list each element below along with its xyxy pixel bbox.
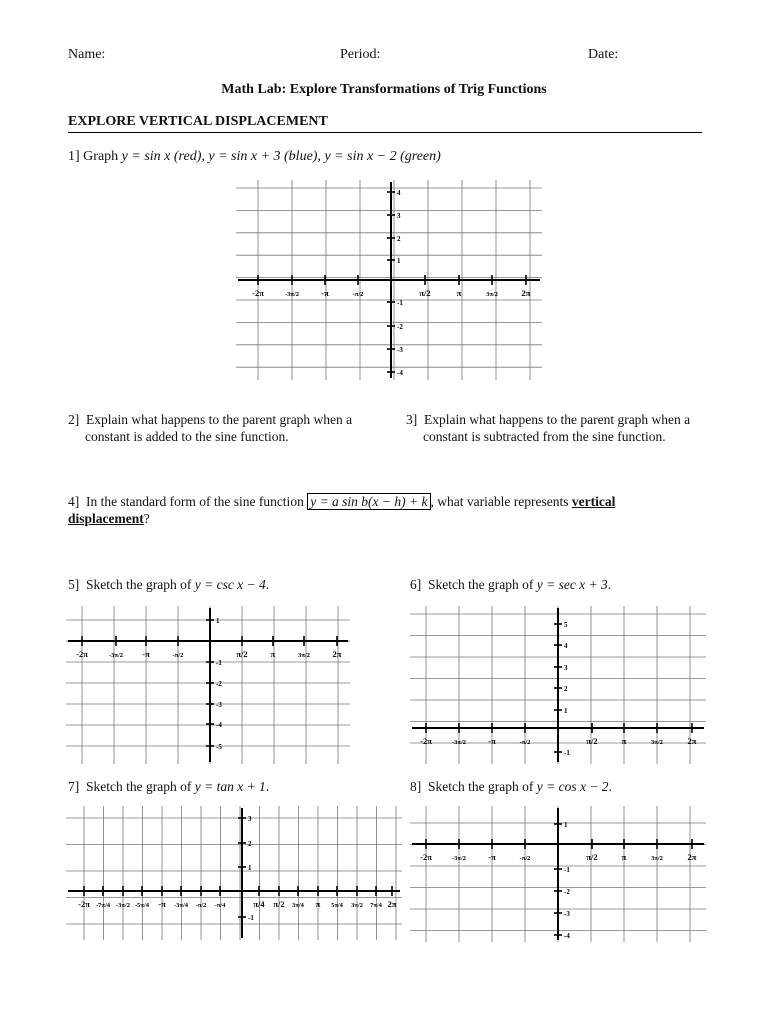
x-tick-label: -π/2 <box>195 902 207 909</box>
q2-text-line2: constant is added to the sine function. <box>85 429 289 444</box>
x-tick-label: -2π <box>76 649 88 659</box>
x-tick-label: π/2 <box>419 288 431 298</box>
q4-term-vertical: vertical <box>571 494 616 509</box>
x-tick-label: 7π/4 <box>370 902 382 909</box>
q7-equation: y = tan x + 1 <box>194 779 266 794</box>
q4-formula-box: y = a sin b(x − h) + k <box>307 493 430 510</box>
question-6 <box>410 576 611 593</box>
x-tick-label: -3π/4 <box>173 902 189 909</box>
x-tick-label: -2π <box>78 899 90 909</box>
q5-number: 5] <box>68 577 80 592</box>
graph-q7[interactable] <box>66 806 402 940</box>
x-tick-label: -3π/2 <box>284 291 300 298</box>
x-tick-label: -π/2 <box>172 652 184 659</box>
x-tick-label: 3π/2 <box>486 291 498 298</box>
x-tick-label: -π/2 <box>352 291 364 298</box>
x-tick-label: π/2 <box>586 852 598 862</box>
y-tick-label: 3 <box>564 664 568 672</box>
q1-eq-green: y = sin x − 2 (green) <box>324 149 441 164</box>
section-heading: EXPLORE VERTICAL DISPLACEMENT <box>68 114 328 129</box>
y-tick-label: -3 <box>564 910 570 918</box>
q5-equation: y = csc x − 4 <box>194 577 266 592</box>
y-tick-label: 2 <box>564 685 568 693</box>
y-tick-label: 1 <box>248 864 252 872</box>
x-tick-label: π <box>621 736 627 746</box>
q4-tail: , what variable represents <box>430 494 569 509</box>
q6-lead: Sketch the graph of <box>428 577 534 592</box>
question-4 <box>68 493 708 527</box>
q1-lead: Graph <box>83 149 119 164</box>
y-tick-label: -2 <box>397 323 403 331</box>
q4-end: ? <box>143 511 150 526</box>
y-tick-label: 1 <box>216 617 220 625</box>
q6-equation: y = sec x + 3 <box>536 577 608 592</box>
x-tick-label: π/4 <box>253 899 265 909</box>
y-tick-label: -3 <box>216 701 222 709</box>
y-tick-label: -2 <box>216 680 222 688</box>
x-tick-label: -π/4 <box>214 902 226 909</box>
x-tick-label: π <box>456 288 462 298</box>
q5-lead: Sketch the graph of <box>86 577 192 592</box>
x-tick-label: -7π/4 <box>95 902 111 909</box>
q1-number: 1] <box>68 149 80 164</box>
y-tick-label: -1 <box>216 659 222 667</box>
question-5 <box>68 576 269 593</box>
x-tick-label: -π/2 <box>519 855 531 862</box>
q4-lead: In the standard form of the sine function <box>86 494 304 509</box>
graph-q6[interactable] <box>410 606 706 764</box>
q8-equation: y = cos x − 2 <box>536 779 609 794</box>
x-tick-label: -2π <box>420 852 432 862</box>
x-tick-label: π <box>270 649 276 659</box>
y-tick-label: -4 <box>216 721 222 729</box>
y-tick-label: -2 <box>564 888 570 896</box>
q1-eq-blue: y = sin x + 3 (blue), <box>208 149 321 164</box>
q8-number: 8] <box>410 779 422 794</box>
y-tick-label: 1 <box>564 707 568 715</box>
x-tick-label: 3π/2 <box>351 902 363 909</box>
y-tick-label: -4 <box>564 932 570 940</box>
x-tick-label: -2π <box>252 288 264 298</box>
x-tick-label: -π/2 <box>519 739 531 746</box>
question-1 <box>68 149 441 165</box>
y-tick-label: 3 <box>248 815 252 823</box>
name-label: Name: <box>68 47 106 62</box>
y-tick-label: 2 <box>397 235 401 243</box>
x-tick-label: -3π/2 <box>451 739 467 746</box>
x-tick-label: -2π <box>420 736 432 746</box>
x-tick-label: 2π <box>687 852 697 862</box>
y-tick-label: 4 <box>564 642 568 650</box>
x-tick-label: 2π <box>687 736 697 746</box>
x-tick-label: 2π <box>521 288 531 298</box>
x-tick-label: 3π/2 <box>651 739 663 746</box>
x-tick-label: -π <box>488 852 496 862</box>
y-tick-label: -1 <box>564 866 570 874</box>
q3-number: 3] <box>406 412 418 427</box>
graph-q5[interactable] <box>66 606 350 764</box>
y-tick-label: -5 <box>216 743 222 751</box>
y-tick-label: -1 <box>397 299 403 307</box>
question-2 <box>68 411 405 445</box>
y-tick-label: -1 <box>248 914 254 922</box>
x-tick-label: 5π/4 <box>331 902 343 909</box>
y-tick-label: 3 <box>397 212 401 220</box>
x-tick-label: π/2 <box>586 736 598 746</box>
q6-end: . <box>607 577 612 592</box>
x-tick-label: 3π/2 <box>298 652 310 659</box>
x-tick-label: 2π <box>332 649 342 659</box>
y-tick-label: 5 <box>564 621 568 629</box>
x-tick-label: -5π/4 <box>134 902 150 909</box>
q7-number: 7] <box>68 779 80 794</box>
y-tick-label: -1 <box>564 749 570 757</box>
x-tick-label: -π <box>321 288 329 298</box>
q2-text-line1: Explain what happens to the parent graph when a <box>86 412 353 427</box>
q4-number: 4] <box>68 494 80 509</box>
x-tick-label: -3π/2 <box>108 652 124 659</box>
y-tick-label: 4 <box>397 189 401 197</box>
section-divider <box>68 132 702 133</box>
x-tick-label: -3π/2 <box>451 855 467 862</box>
page-title: Math Lab: Explore Transformations of Trig Functions <box>221 82 547 97</box>
x-tick-label: π <box>315 899 321 909</box>
x-tick-label: 2π <box>387 899 397 909</box>
period-label: Period: <box>340 47 381 62</box>
x-tick-label: -π <box>488 736 496 746</box>
question-8 <box>410 778 612 795</box>
q8-end: . <box>608 779 612 794</box>
y-tick-label: 1 <box>564 821 568 829</box>
y-tick-label: 1 <box>397 257 401 265</box>
y-tick-label: -4 <box>397 369 403 377</box>
date-label: Date: <box>588 47 619 62</box>
q1-eq-red: y = sin x (red), <box>121 149 205 164</box>
y-tick-label: 2 <box>248 840 252 848</box>
x-tick-label: -π <box>158 899 166 909</box>
x-tick-label: π/2 <box>236 649 248 659</box>
q6-number: 6] <box>410 577 422 592</box>
q3-text-line2: constant is subtracted from the sine function. <box>423 429 666 444</box>
q3-text-line1: Explain what happens to the parent graph when a <box>424 412 691 427</box>
q7-end: . <box>265 779 270 794</box>
q7-lead: Sketch the graph of <box>86 779 192 794</box>
x-tick-label: -3π/2 <box>115 902 131 909</box>
x-tick-label: 3π/2 <box>651 855 663 862</box>
x-tick-label: π <box>621 852 627 862</box>
q8-lead: Sketch the graph of <box>428 779 534 794</box>
graph-q8[interactable] <box>410 806 706 942</box>
question-7 <box>68 778 269 795</box>
graph-q1[interactable] <box>236 180 542 380</box>
x-tick-label: π/2 <box>273 899 285 909</box>
q2-number: 2] <box>68 412 80 427</box>
y-tick-label: -3 <box>397 346 403 354</box>
q5-end: . <box>265 577 270 592</box>
question-3 <box>406 411 743 445</box>
x-tick-label: -π <box>142 649 150 659</box>
q4-term-displacement: displacement <box>68 511 144 526</box>
x-tick-label: 3π/4 <box>292 902 304 909</box>
